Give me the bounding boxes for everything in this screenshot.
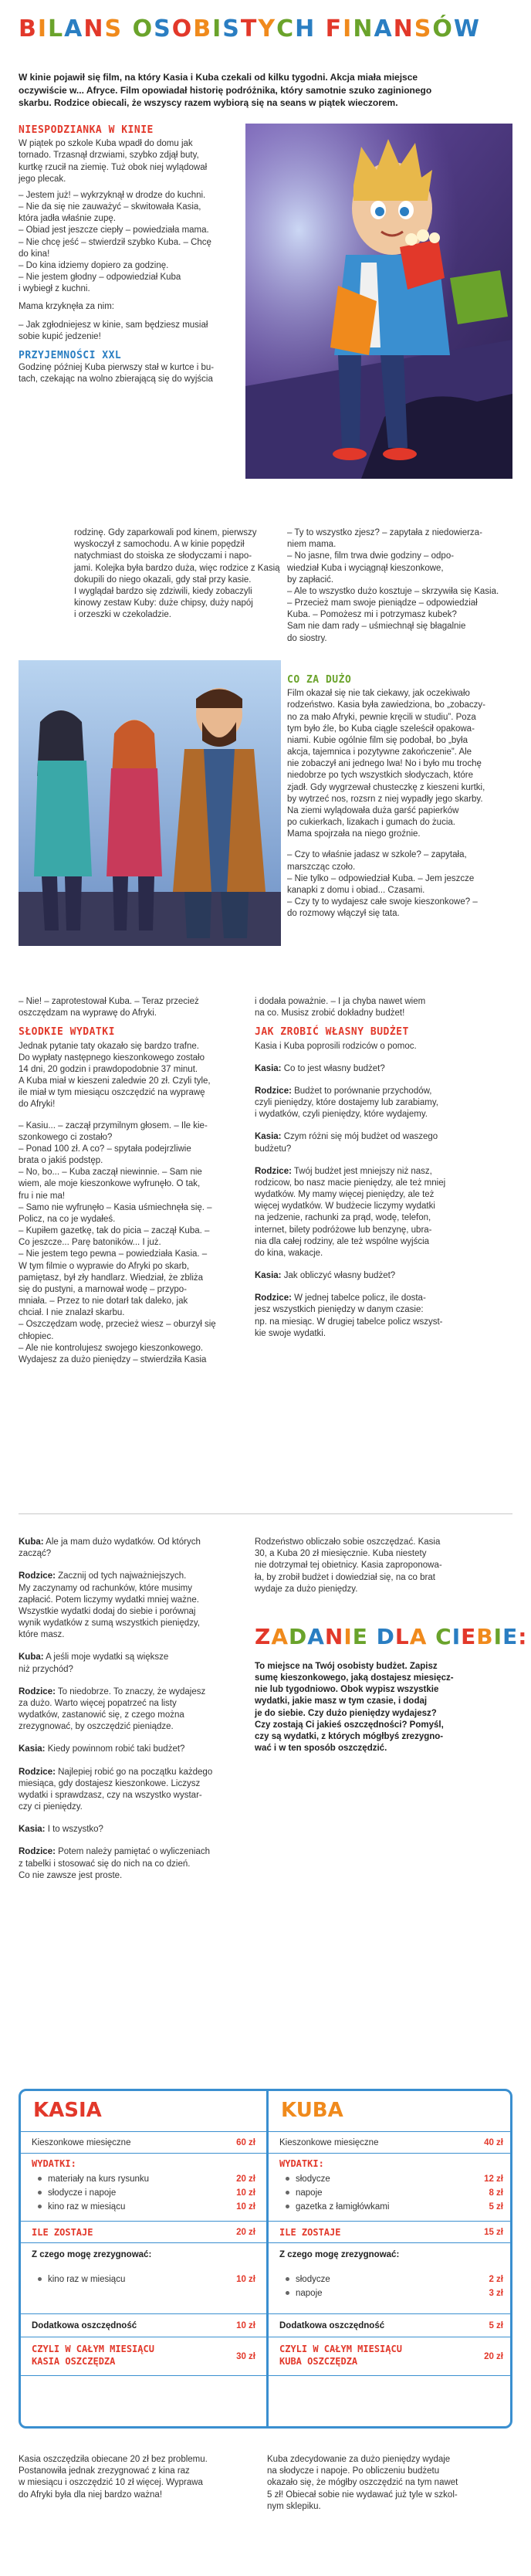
dialogue-block: – Kasiu... – zaczął przymilnym głosem. – Ile kie- szonkowego ci zostało? – Ponad 100 zł. A co? – spytała podejrzliwie brata o jakiś podstęp. – No, bo... – Kuba zaczął niewinnie. – Sam nie wiem, ale moje kieszonkowe wyfrunęło. O tak, fru i nie ma! – Samo nie wyfrunęło – Kasia uśmiechnęła się. – Policz, na co je wydałeś. – Kupiłem gazetkę, tak do picia – zaczął Kuba. – Co jeszcze... Parę batoników... I już. – Nie jestem tego pewna – powiedziała Kasia. – W tym filmie o wyprawie do Afryki po skarb, pamiętasz, był zły handlarz. Wiedział, że zbliża się do pustyni, a marnował wodę – przypo- mniała. – Przez to nie dotarł tak daleko, jak chciał. I nie znalazł skarbu. – Oszczędzam wodę, przecież wiesz – oburzył się chłopiec. – Ale nie kontrolujesz swojego kieszonkowego. Wydajesz za dużo pieniędzy – stwierdziła Kasia — [19, 1120, 216, 1364]
task-heading — [255, 1623, 528, 1652]
expense-value: 12 zł — [484, 2174, 503, 2184]
section-slodkie-wydatki — [19, 996, 250, 1371]
expense-item — [286, 2174, 503, 2185]
resign-item — [38, 2274, 255, 2285]
income-value: 40 zł — [484, 2138, 503, 2147]
expense-name: gazetka z łamigłówkami — [286, 2201, 389, 2213]
article-title — [19, 14, 481, 45]
resign-name: słodycze — [286, 2274, 330, 2286]
title-letter: C — [276, 15, 296, 42]
bullet-icon — [286, 2177, 289, 2181]
heading-przyjemnosci: PRZYJEMNOŚCI XXL — [19, 349, 122, 361]
title-letter: A — [374, 15, 394, 42]
title-letter: D — [288, 1623, 308, 1649]
title-letter: I — [343, 1623, 353, 1649]
section-co-za-duzo — [287, 673, 512, 924]
heading-jak-zrobic-budzet: JAK ZROBIĆ WŁASNY BUDŻET — [255, 1026, 409, 1039]
paragraph: Mama krzyknęła za nim: — [19, 302, 114, 312]
sum-value: 20 zł — [484, 2352, 503, 2361]
illustration-family — [19, 660, 281, 946]
budget-column-kasia — [21, 2091, 266, 2426]
title-letter: I — [452, 1623, 462, 1649]
resign-value: 3 zł — [489, 2289, 503, 2298]
title-letter: Ó — [432, 15, 454, 42]
title-letter: N — [393, 15, 414, 42]
left-row — [21, 2221, 266, 2242]
dialogue-line: Kuba: A jeśli moje wydatki są większe niż przychód? — [19, 1652, 169, 1674]
left-value: 15 zł — [484, 2228, 503, 2237]
dialogue-line: – Nie jestem głodny – odpowiedział Kuba — [19, 273, 181, 283]
title-letter — [316, 14, 325, 45]
title-letter: F — [325, 15, 343, 42]
title-letter: A — [64, 15, 84, 42]
dialogue-block: – Nie! – zaprotestował Kuba. – Teraz przecież oszczędzam na wyprawę do Afryki. — [19, 997, 199, 1019]
dialogue-line: Rodzice: Najlepiej robić go na początku każdego miesiąca, gdy dostajesz kieszonkowe. Liczysz wydatki i sprawdzasz, czy na wszystko wystar- czy ci pieniędzy. — [19, 1767, 213, 1812]
resign-value: 2 zł — [489, 2275, 503, 2284]
illustration-kuba-popcorn — [245, 124, 512, 479]
dialogue-lines — [19, 190, 242, 296]
title-letter: I — [212, 15, 223, 42]
paragraph: Godzinę później Kuba pierwszy stał w kurtce i bu- tach, czekając na wolno zbierającą się do wyjścia — [19, 363, 215, 385]
bullet-icon — [38, 2277, 42, 2281]
income-row — [21, 2131, 266, 2153]
expenses-heading: WYDATKI: — [279, 2158, 324, 2169]
title-letter: Z — [255, 1623, 272, 1649]
dialogue-line: Rodzice: Zacznij od tych najważniejszych. My zaczynamy od rachunków, które musimy zapłacić. Potem liczymy wydatki mniej ważne. Wszystkie wydatki dodaj do siebie i porównaj wynik wydatków z sumą wszystkich pieniędzy, które masz. — [19, 1571, 200, 1640]
title-letter: A — [409, 1623, 428, 1649]
title-letter: S — [104, 15, 123, 42]
title-letter: L — [394, 1623, 410, 1649]
paragraph: W piątek po szkole Kuba wpadł do domu jak tornado. Trzasnął drzwiami, szybko zdjął buty, kurtkę rzucił na ziemię. Tuż obok niej wylądował jego plecak. — [19, 139, 208, 184]
dialogue-line: Kasia: Co to jest własny budżet? — [255, 1063, 385, 1073]
lead-paragraph: W kinie pojawił się film, na który Kasia i Kuba czekali od kilku tygodni. Akcja miała miejsce oczywiście w... Afryce. Film opowiadał historię podróżnika, który samotnie szuko zaginionego skarbu. Rodzice obiecali, że wszyscy razem wybiorą się na seans w piątek wieczorem. — [19, 72, 432, 109]
section-wlasny-budzet — [255, 996, 512, 1344]
resign-name: napoje — [286, 2288, 323, 2300]
sum-value: 30 zł — [236, 2352, 255, 2361]
dialogue-line: Rodzice: Budżet to porównanie przychodów, czyli pieniędzy, które dostajemy lub zarabiamy, i wydatków, czyli pieniędzy, które wydajemy. — [255, 1086, 438, 1120]
dialogue-line: Rodzice: Potem należy pamiętać o wyliczeniach z tabelki i stosować się do nich na co dzień. Co nie zawsze jest proste. — [19, 1847, 210, 1880]
budget-column-kuba — [269, 2091, 512, 2426]
resign-row — [21, 2242, 266, 2313]
income-value: 60 zł — [236, 2138, 255, 2147]
paragraph: i dodała poważnie. – I ja chyba nawet wiem na co. Musisz zrobić dokładny budżet! — [255, 997, 426, 1019]
dialogue-line: Kasia: Kiedy powinnom robić taki budżet? — [19, 1744, 185, 1754]
title-letter: O — [132, 15, 154, 42]
bullet-icon — [38, 2177, 42, 2181]
paragraph: Kasia i Kuba poprosili rodziców o pomoc. — [255, 1041, 417, 1051]
budget-table — [19, 2089, 512, 2429]
dialogue-block: – Ty to wszystko zjesz? – zapytała z niedowierza- niem mama. – No jasne, film trwa dwie godziny – odpo- wiedział Kuba i wyciągnął kieszonkowe, by zapłacić. – Ale to wszystko dużo kosztuje – skrzywiła się Kasia. – Przecież mam swoje pieniądze – odpowiedział Kuba. – Pomożesz mi i potrzymasz kubek? Sam nie dam rady – uśmiechnął się błagalnie do siostry. — [287, 528, 499, 643]
title-letter: W — [453, 15, 481, 42]
section-dialogue-rodzice — [19, 1537, 250, 1893]
title-letter: O — [171, 15, 194, 42]
bullet-icon — [38, 2191, 42, 2195]
divider — [19, 1513, 512, 1514]
dialogue-line: – Nie da się nie zauważyć – skwitowała Kasia, — [19, 202, 201, 212]
expense-item — [286, 2201, 503, 2212]
blank-row — [21, 2375, 266, 2426]
section-intro — [19, 124, 242, 390]
expenses-row — [21, 2153, 266, 2221]
title-letter: E — [352, 1623, 368, 1649]
dialogue-line: – Obiad jest jeszcze ciepły – powiedziała mama. — [19, 225, 209, 236]
title-letter: B — [476, 1623, 494, 1649]
summary-kuba: Kuba zdecydowanie za dużo pieniędzy wydaje na słodycze i napoje. Po obliczeniu budżetu okazało się, że mógłby oszczędzić na tym nawet 5 zł! Obiecał sobie nie wydawać już tyle w szkol- nym sklepiku. — [267, 2455, 458, 2511]
extra-row — [269, 2313, 512, 2337]
title-letter: I — [37, 15, 49, 42]
title-letter: B — [193, 15, 213, 42]
expenses-heading: WYDATKI: — [32, 2158, 76, 2169]
expense-name: materiały na kurs rysunku — [38, 2174, 149, 2185]
title-letter: N — [83, 15, 105, 42]
expense-item — [286, 2188, 503, 2198]
dialogue-line: – Nie chcę jeść – stwierdził szybko Kuba. – Chcę — [19, 237, 211, 247]
expense-item — [38, 2201, 255, 2212]
dialogue-line: Kasia: I to wszystko? — [19, 1825, 103, 1835]
title-letter: C — [435, 1623, 452, 1649]
left-label: ILE ZOSTAJE — [279, 2227, 341, 2238]
dialogue-line: Rodzice: W jednej tabelce policz, ile dosta- jesz wszystkich pieniędzy w danym czasie: np. na miesiąc. W drugiej tabelce policz wszyst- kie swoje wydatki. — [255, 1293, 443, 1338]
expense-value: 20 zł — [236, 2174, 255, 2184]
title-letter: I — [493, 1623, 503, 1649]
paragraph: Rodzeństwo obliczało sobie oszczędzać. Kasia 30, a Kuba 20 zł miesięcznie. Kuba niestety nie dotrzymał tej obietnicy. Kasia zaproponowa- ła, by zrobił budżet i dowiedział się, na co brat wydaje za dużo pieniędzy. — [255, 1537, 442, 1594]
dialogue-block: – Czy to właśnie jadasz w szkole? – zapytała, marszcząc czoło. – Nie tylko – odpowiedział Kuba. – Jem jeszcze kanapki z domu i obiad... Czasami. – Czy ty to wydajesz całe swoje kieszonkowe? – do rozmowy włączył się tata. — [287, 850, 478, 919]
expenses-row — [269, 2153, 512, 2221]
extra-row — [21, 2313, 266, 2337]
title-letter: T — [240, 15, 259, 42]
sum-label: CZYLI W CAŁYM MIESIĄCU KUBA OSZCZĘDZA — [279, 2344, 402, 2367]
title-letter — [123, 14, 132, 45]
dialogue-line: Kuba: Ale ja mam dużo wydatków. Od których zacząć? — [19, 1537, 201, 1559]
title-letter: N — [353, 15, 374, 42]
bullet-icon — [286, 2205, 289, 2208]
income-label: Kieszonkowe miesięczne — [279, 2138, 379, 2147]
heading-niespodzianka: NIESPODZIANKA W KINIE — [19, 124, 154, 136]
title-letter: L — [48, 15, 65, 42]
section-zadanie — [255, 1537, 528, 1759]
resign-heading: Z czego mogę zrezygnować: — [32, 2250, 152, 2259]
resign-item — [286, 2288, 503, 2299]
paragraph: Film okazał się nie tak ciekawy, jak oczekiwało rodzeństwo. Kasia była zawiedziona, bo „zobaczy- no za mało Afryki, pewnie kręcili w studiu”. Poza tym było źle, bo Kuba ciągle szeleścił opakowa- niami. Kubie ogólnie film się podobał, bo „była akcja, tajemnica i pozytywne zakończenie”. Ale nie zobaczył ani jednego lwa! No i było mu trochę niedobrze po tych wszystkich słodyczach, które zjadł. Gdy wygrzewał chusteczkę z kieszeni kurtki, by wytrzeć nos, rozsrn z niej wypadły jego skarby. Na ziemi wylądowała duża garść papierków po cukierkach, lizakach i gumach do żucia. Mama spojrzała na niego groźnie. — [287, 689, 485, 839]
expense-value: 10 zł — [236, 2188, 255, 2198]
expense-name: kino raz w miesiącu — [38, 2201, 125, 2213]
title-letter — [427, 1624, 435, 1649]
heading-slodkie-wydatki: SŁODKIE WYDATKI — [19, 1026, 115, 1039]
resign-item — [286, 2274, 503, 2285]
bullet-icon — [286, 2277, 289, 2281]
dialogue-line: i wybiegł z kuchni. — [19, 284, 90, 294]
expense-name: napoje — [286, 2188, 323, 2199]
left-row — [269, 2221, 512, 2242]
dialogue-line: do kina! — [19, 249, 50, 259]
left-label: ILE ZOSTAJE — [32, 2227, 93, 2238]
heading-co-za-duzo: CO ZA DUŻO — [287, 674, 352, 686]
expense-item — [38, 2188, 255, 2198]
dialogue-line: Rodzice: Twój budżet jest mniejszy niż nasz, rodzicow, bo nasz macie pieniędzy, ale też mniej wydatków. My mamy więcej pieniędzy, ale też więcej wydatków. W budżecie liczymy wydatki na jedzenie, rachunki za prąd, wodę, telefon, internet, bilety podróżowe lub benzynę, ubra- nia dla całej rodziny, ale też wspólne wyjścia do kina, wakacje. — [255, 1166, 446, 1258]
title-letter: N — [324, 1623, 344, 1649]
title-letter: : — [518, 1623, 528, 1649]
dialogue-line: – Do kina idziemy dopiero za godzinę. — [19, 260, 169, 270]
expense-name: słodycze i napoje — [38, 2188, 116, 2199]
extra-label: Dodatkowa oszczędność — [32, 2321, 137, 2330]
resign-row — [269, 2242, 512, 2313]
title-letter: S — [414, 15, 433, 42]
dialogue-line: – Jestem już! – wykrzyknął w drodze do kuchni. — [19, 190, 206, 200]
dialogue-line: Rodzice: To niedobrze. To znaczy, że wydajesz za dużo. Warto więcej popatrzeć na listy wydatków, zastanowić się, z czego można zrezygnować, by oszczędzić pieniądze. — [19, 1686, 206, 1732]
extra-value: 5 zł — [489, 2321, 503, 2330]
title-letter: B — [19, 15, 38, 42]
expense-name: słodycze — [286, 2174, 330, 2185]
extra-label: Dodatkowa oszczędność — [279, 2321, 385, 2330]
budget-name: KUBA — [281, 2099, 343, 2122]
bullet-icon — [286, 2291, 289, 2295]
expense-value: 8 zł — [489, 2188, 503, 2198]
income-row — [269, 2131, 512, 2153]
sum-label: CZYLI W CAŁYM MIESIĄCU KASIA OSZCZĘDZA — [32, 2344, 154, 2367]
task-text: To miejsce na Twój osobisty budżet. Zapisz sumę kieszonkowego, jaką dostajesz miesięcz- nie lub tygodniowo. Obok wypisz wszystkie wydatki, jakie masz w tym czasie, i dodaj je do siebie. Czy dużo pieniędzy wydajesz? Czy zostają Ci jakieś oszczędności? Pomyśl, czy są wydatki, z których mógłbyś zrezygno- wać i w ten sposób oszczędzić. — [255, 1661, 454, 1754]
left-value: 20 zł — [236, 2228, 255, 2237]
dialogue-line: która jadła właśnie zupę. — [19, 214, 116, 224]
title-letter: D — [376, 1623, 395, 1649]
title-letter: I — [343, 15, 353, 42]
blank-row — [269, 2375, 512, 2426]
resign-name: kino raz w miesiącu — [38, 2274, 125, 2286]
paragraph: – Jak zgłodniejesz w kinie, sam będziesz musiał sobie kupić jedzenie! — [19, 320, 208, 341]
expense-item — [38, 2174, 255, 2185]
sum-row — [269, 2337, 512, 2375]
title-letter: Y — [258, 15, 277, 42]
paragraph: rodzinę. Gdy zaparkowali pod kinem, pierwszy wyskoczył z samochodu. A w kinie popędził natychmiast do stoiska ze słodyczami i napo- jami. Kolejka była bardzo duża, więc rodzice z Kasią dokupili do niego okazali, gdy stał przy kasie. I wyglądał bardzo się zdziwili, kiedy zobaczyli kinowy zestaw Kuby: duże chipsy, duży napój i orzeszki w czekoladzie. — [74, 528, 280, 620]
title-letter: A — [307, 1623, 325, 1649]
title-letter: S — [154, 15, 172, 42]
budget-name: KASIA — [33, 2099, 102, 2122]
expense-value: 10 zł — [236, 2202, 255, 2212]
income-label: Kieszonkowe miesięczne — [32, 2138, 131, 2147]
title-letter: E — [461, 1623, 477, 1649]
bullet-icon — [38, 2205, 42, 2208]
bullet-icon — [286, 2191, 289, 2195]
title-letter: H — [295, 15, 316, 42]
title-letter: A — [271, 1623, 289, 1649]
resign-heading: Z czego mogę zrezygnować: — [279, 2250, 400, 2259]
expense-value: 5 zł — [489, 2202, 503, 2212]
sum-row — [21, 2337, 266, 2375]
title-letter: E — [502, 1623, 519, 1649]
resign-value: 10 zł — [236, 2275, 255, 2284]
paragraph: Jednak pytanie taty okazało się bardzo trafne. Do wypłaty następnego kieszonkowego zostało 14 dni, 20 godzin i prawdopodobnie 37 minut. A Kuba miał w kieszeni zaledwie 20 zł. Czyli tyle, ile miał w tym miesiącu oszczędzić na wyprawę do Afryki! — [19, 1041, 211, 1110]
summary-kasia: Kasia oszczędziła obiecane 20 zł bez problemu. Postanowiła jednak zrezygnować z kina raz w miesiącu i oszczędzić 10 zł więcej. Wyprawa do Afryki była dla niej bardzo ważna! — [19, 2455, 208, 2500]
title-letter: S — [222, 15, 241, 42]
title-letter — [368, 1624, 377, 1649]
extra-value: 10 zł — [236, 2321, 255, 2330]
dialogue-line: Kasia: Czym różni się mój budżet od waszego budżetu? — [255, 1132, 438, 1154]
dialogue-line: Kasia: Jak obliczyć własny budżet? — [255, 1271, 396, 1281]
